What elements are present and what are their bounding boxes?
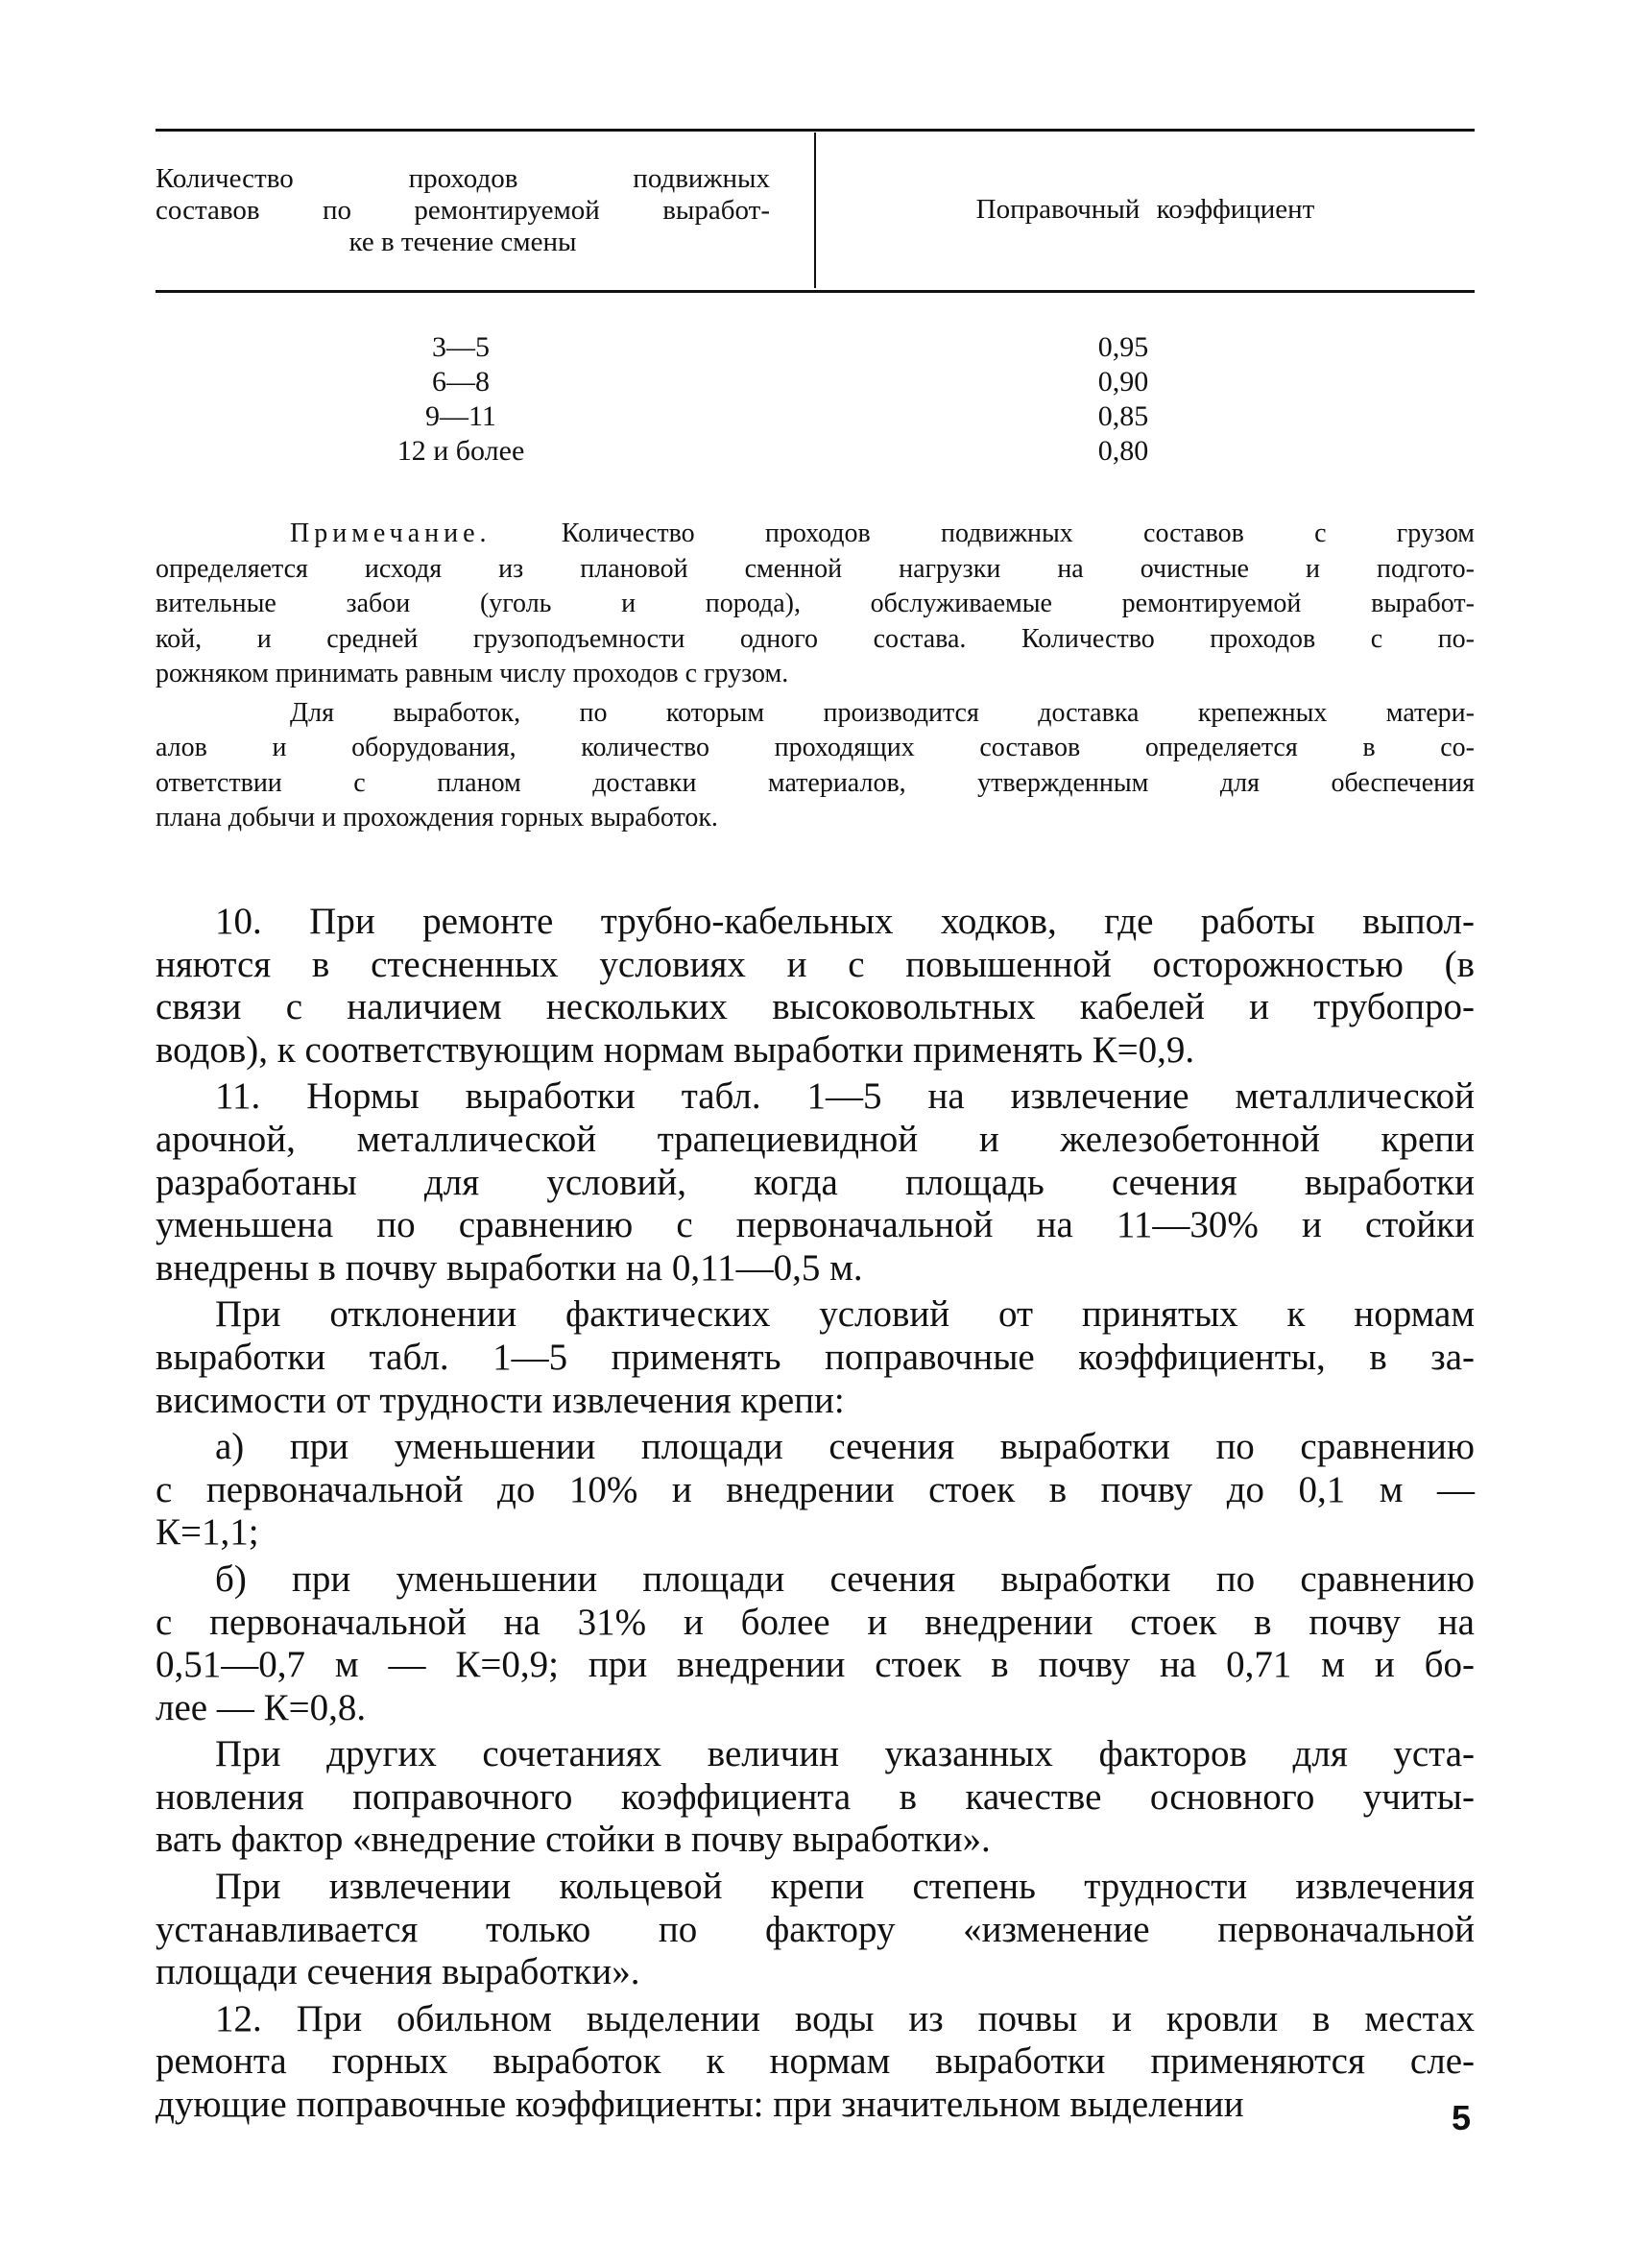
text-line: ответствии с планом доставки материалов, утвержденным для обеспечения: [156, 767, 1475, 798]
text-line: устанавливается только по фактору «изменение первоначальной: [156, 1908, 1475, 1950]
table-cell-coef: 0,90: [1097, 366, 1149, 398]
table-header-rule: [156, 290, 1475, 293]
table-cell-passes: 3—5: [432, 331, 490, 363]
text-line: б) при уменьшении площади сечения выработки по сравнению: [215, 1557, 1475, 1600]
text-line: алов и оборудования, количество проходящих составов определяется в со-: [156, 733, 1475, 762]
text-line: уменьшена по сравнению с первоначальной на 11—30% и стойки: [156, 1204, 1475, 1246]
table-cell-passes: 9—11: [425, 400, 496, 432]
table-header-passes: [156, 163, 770, 258]
text-line: а) при уменьшении площади сечения выработки по сравнению: [215, 1426, 1475, 1468]
text-line: кой, и средней грузоподъемности одного состава. Количество проходов с по-: [156, 623, 1475, 654]
text-line: 0,51—0,7 м — К=0,9; при внедрении стоек в почву на 0,71 м и бо-: [156, 1644, 1475, 1686]
note-text: Количество проходов подвижных составов с грузом: [561, 519, 1475, 548]
paragraph: [156, 1998, 1475, 2127]
header-line: ке в течение смены: [348, 227, 577, 257]
text-line: рожняком принимать равным числу проходов с грузом.: [156, 659, 789, 688]
text-line: внедрены в почву выработки на 0,11—0,5 м.: [156, 1246, 863, 1289]
text-line: лее — К=0,8.: [156, 1686, 367, 1728]
text-line: 11. Нормы выработки табл. 1—5 на извлечение металлической: [215, 1075, 1475, 1118]
text-line: висимости от трудности извлечения крепи:: [156, 1379, 845, 1421]
table-header-coefficient: Поправочный коэффициент: [975, 194, 1315, 225]
text-line: плана добычи и прохождения горных выработок.: [156, 803, 718, 832]
text-line: К=1,1;: [156, 1511, 259, 1554]
table-cell-coef: 0,95: [1097, 331, 1149, 363]
paragraph: [156, 1866, 1475, 1994]
table-cell-coef: 0,85: [1097, 400, 1149, 432]
text-line: разработаны для условий, когда площадь сечения выработки: [156, 1161, 1475, 1203]
text-line: При извлечении кольцевой крепи степень трудности извлечения: [215, 1866, 1475, 1908]
table-cell-coef: 0,80: [1097, 435, 1149, 467]
text-line: определяется исходя из плановой сменной нагрузки на очистные и подгото-: [156, 553, 1475, 584]
text-line: 12. При обильном выделении воды из почвы и кровли в местах: [215, 1997, 1475, 2039]
text-line: с первоначальной до 10% и внедрении стоек в почву до 0,1 м —: [156, 1468, 1475, 1510]
table-top-rule: [156, 129, 1475, 132]
text-line: 10. При ремонте трубно-кабельных ходков, где работы выпол-: [215, 901, 1475, 942]
table-cell-passes: 12 и более: [396, 435, 525, 467]
paragraph: [156, 1293, 1475, 1422]
text-line: арочной, металлической трапециевидной и железобетонной крепи: [156, 1118, 1475, 1160]
page-number: 5: [1452, 2098, 1472, 2137]
header-line: составов по ремонтируемой выработ-: [156, 195, 770, 226]
text-line: Для выработок, по которым производится доставка крепежных матери-: [290, 697, 1475, 728]
paragraph: [156, 696, 1475, 836]
text-line: При отклонении фактических условий от принятых к нормам: [215, 1293, 1475, 1336]
body-text: [156, 901, 1475, 2127]
paragraph: [156, 1733, 1475, 1862]
text-line: вать фактор «внедрение стойки в почву выработки».: [156, 1819, 991, 1861]
table-column-passes: [288, 330, 634, 469]
text-line: ремонта горных выработок к нормам выработки применяются сле-: [156, 2040, 1475, 2083]
table-note: [156, 517, 1475, 836]
text-line: площади сечения выработки».: [156, 1951, 640, 1993]
paragraph: [156, 1558, 1475, 1729]
note-label: Примечание.: [290, 519, 492, 548]
text-line: вительные забои (уголь и порода), обслуживаемые ремонтируемой выработ-: [156, 589, 1475, 618]
text-line: няются в стесненных условиях и с повышенной осторожностью (в: [156, 943, 1475, 985]
table-column-coefficient: [1018, 330, 1229, 469]
text-line: дующие поправочные коэффициенты: при значительном выделении: [156, 2084, 1244, 2126]
text-line: новления поправочного коэффициента в качестве основного учиты-: [156, 1775, 1475, 1818]
paragraph: [156, 517, 1475, 692]
text-line: водов), к соответствующим нормам выработки применять К=0,9.: [156, 1028, 1195, 1071]
text-line: с первоначальной на 31% и более и внедрении стоек в почву на: [156, 1601, 1475, 1643]
paragraph: [156, 901, 1475, 1072]
text-line: [156, 517, 1475, 552]
header-line: Количество проходов подвижных: [156, 163, 770, 194]
paragraph: [156, 1075, 1475, 1290]
text-line: При других сочетаниях величин указанных факторов для уста-: [215, 1733, 1475, 1775]
text-line: связи с наличием нескольких высоковольтных кабелей и трубопро-: [156, 986, 1475, 1028]
table-cell-passes: 6—8: [432, 366, 490, 398]
text-line: выработки табл. 1—5 применять поправочные коэффициенты, в за-: [156, 1336, 1475, 1378]
paragraph: [156, 1426, 1475, 1555]
